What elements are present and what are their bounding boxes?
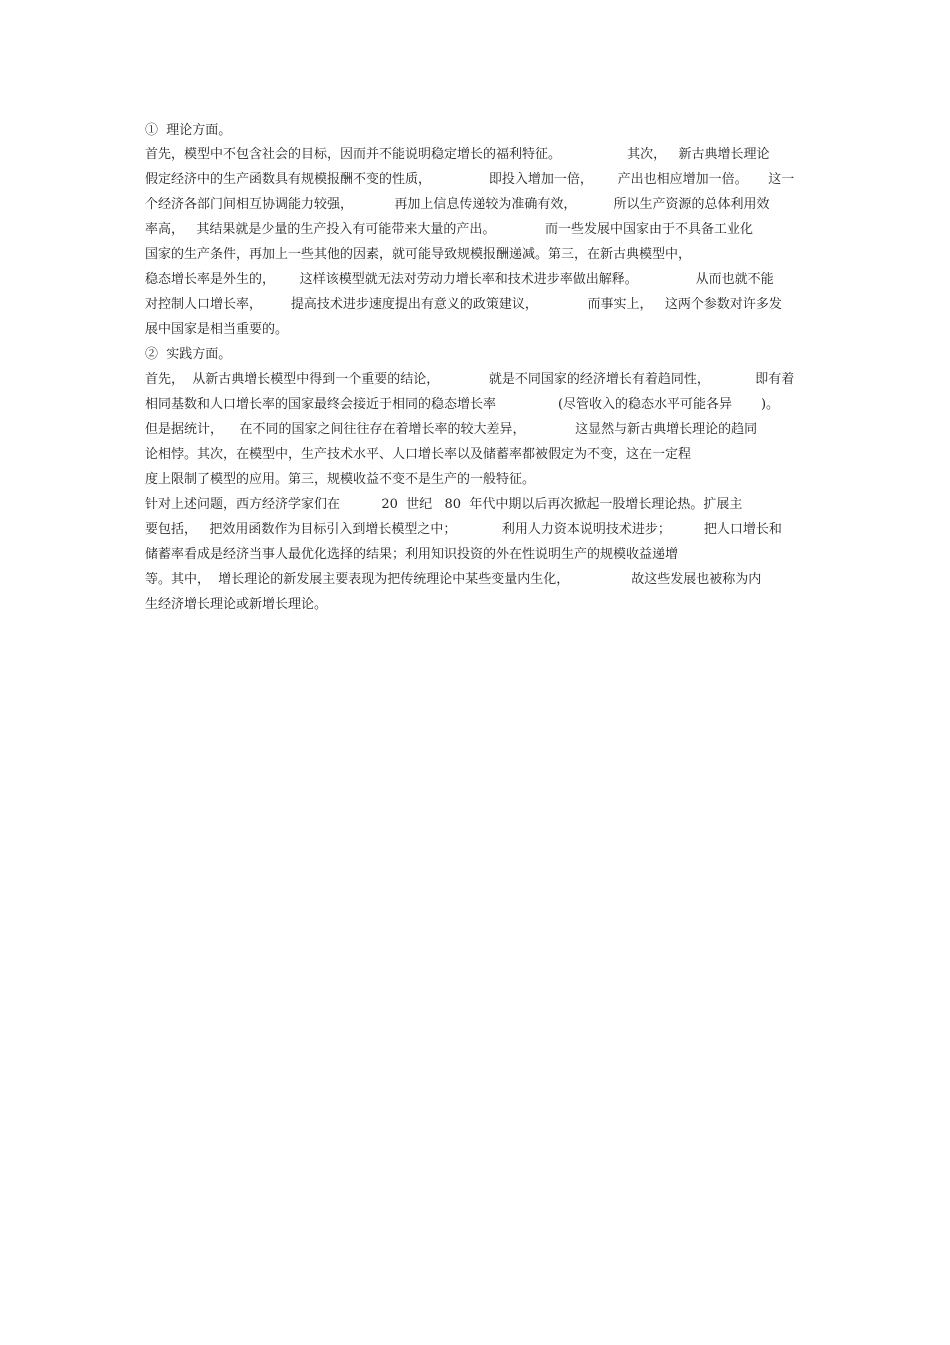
section-heading-theory: ① 理论方面。: [145, 123, 232, 138]
text-line: 首先，模型中不包含社会的目标，因而并不能说明稳定增长的福利特征。 其次， 新古典增长理论: [145, 147, 770, 162]
text-line: 度上限制了模型的应用。第三，规模收益不变不是生产的一般特征。: [145, 472, 536, 487]
text-line: 等。其中， 增长理论的新发展主要表现为把传统理论中某些变量内生化， 故这些发展也被称为内: [145, 572, 762, 587]
text-line: 针对上述问题，西方经济学家们在 20 世纪 80 年代中期以后再次掀起一股增长理论热。扩展主: [145, 497, 743, 512]
text-line: 要包括， 把效用函数作为目标引入到增长模型之中； 利用人力资本说明技术进步； 把人口增长和: [145, 522, 782, 537]
text-line: 国家的生产条件，再加上一些其他的因素，就可能导致规模报酬递减。第三，在新古典模型中，: [145, 247, 692, 262]
text-line: 稳态增长率是外生的， 这样该模型就无法对劳动力增长率和技术进步率做出解释。 从而也就不能: [145, 272, 774, 287]
text-line: 论相悖。其次，在模型中，生产技术水平、人口增长率以及储蓄率都被假定为不变，这在一定程: [145, 447, 692, 462]
text-line: 个经济各部门间相互协调能力较强， 再加上信息传递较为准确有效， 所以生产资源的总体利用效: [145, 197, 770, 212]
text-line: 率高， 其结果就是少量的生产投入有可能带来大量的产出。 而一些发展中国家由于不具备工业化: [145, 222, 753, 237]
text-line: 展中国家是相当重要的。: [145, 322, 289, 337]
text-line: ② 实践方面。: [145, 347, 232, 362]
text-line: 但是据统计， 在不同的国家之间往往存在着增长率的较大差异， 这显然与新古典增长理论的趋同: [145, 422, 758, 437]
text-line: 储蓄率看成是经济当事人最优化选择的结果；利用知识投资的外在性说明生产的规模收益递增: [145, 547, 679, 562]
text-line: 假定经济中的生产函数具有规模报酬不变的性质， 即投入增加一倍， 产出也相应增加一倍。 这一: [145, 172, 795, 187]
text-line: 相同基数和人口增长率的国家最终会接近于相同的稳态增长率 (尽管收入的稳态水平可能各异 )。: [145, 397, 780, 412]
section-heading-practice: 首先， 从新古典增长模型中得到一个重要的结论， 就是不同国家的经济增长有着趋同性， 即有着: [145, 372, 795, 387]
text-line: 对控制人口增长率， 提高技术进步速度提出有意义的政策建议， 而事实上， 这两个参数对许多发: [145, 297, 782, 312]
text-line: 生经济增长理论或新增长理论。: [145, 597, 328, 612]
